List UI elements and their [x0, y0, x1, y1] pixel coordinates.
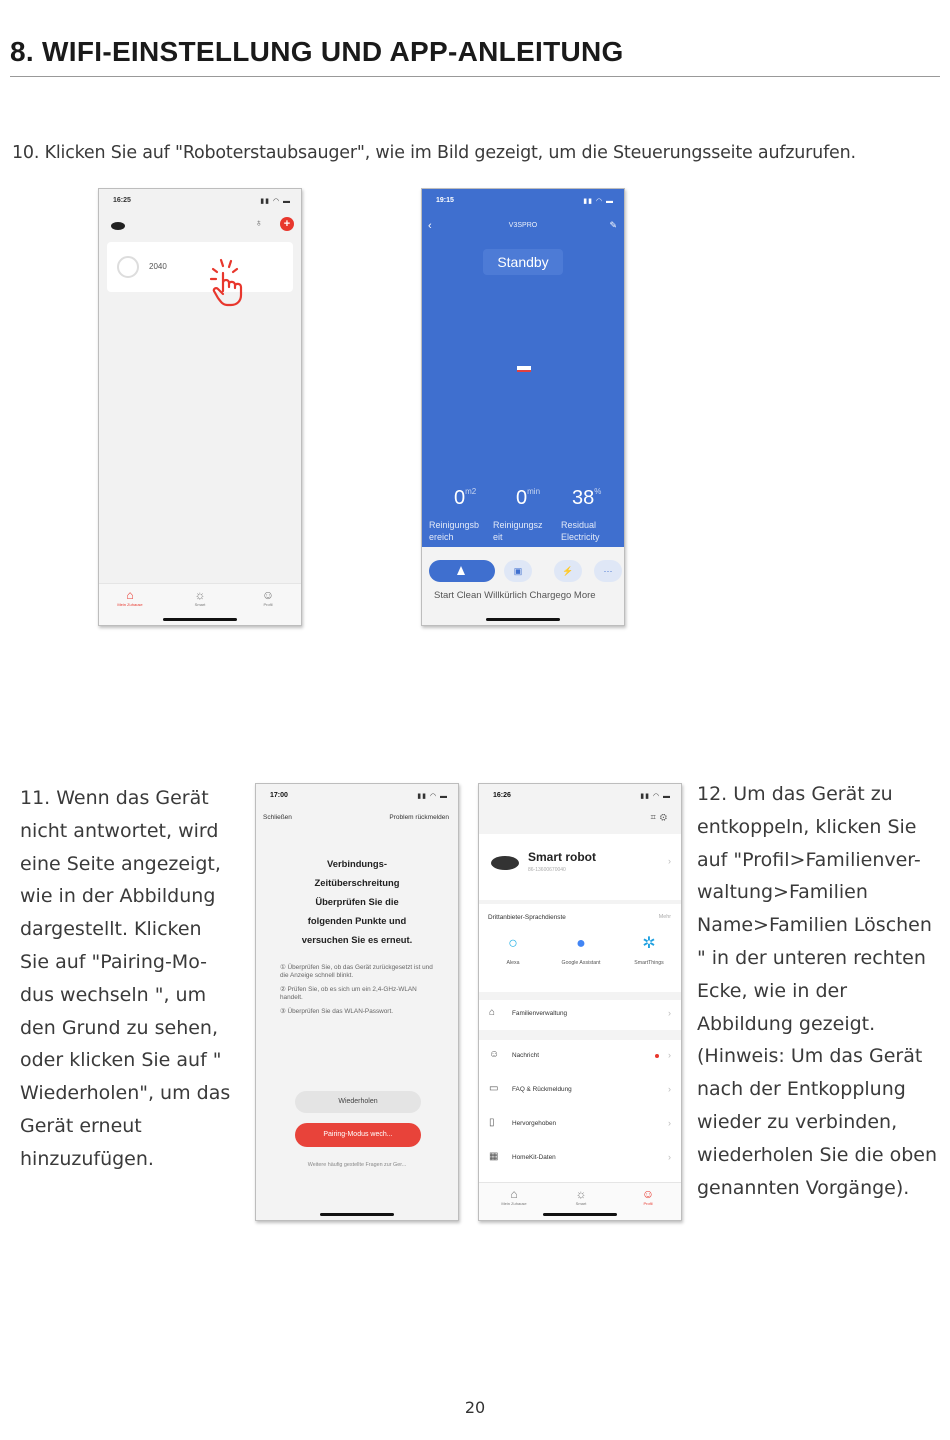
mic-icon[interactable]: ♁	[255, 218, 263, 229]
battery-label: Residual Electricity	[561, 520, 600, 542]
chevron-right-icon: ›	[668, 1118, 671, 1128]
profile-name: Smart robot	[528, 850, 597, 864]
device-icon	[117, 256, 139, 278]
chevron-right-icon: ›	[668, 1008, 671, 1018]
check-item: ③ Überprüfen Sie das WLAN-Passwort.	[280, 1007, 393, 1015]
assistant-alexa[interactable]: ○ Alexa	[483, 934, 543, 967]
profile-id: 86-13600670040	[528, 867, 566, 873]
tab-label: Profil	[263, 602, 273, 607]
assistant-google[interactable]: ● Google Assistant	[551, 934, 611, 967]
report-problem-link[interactable]: Problem rückmelden	[389, 814, 449, 821]
screenshot-home-list	[98, 188, 302, 626]
step-11-text: 11. Wenn das Gerät nicht antwortet, wird eine Seite angezeigt, wie in der Abbildung dargestellt. Klicken Sie auf "Pairing-Mo- dus wechseln ", um den Grund zu sehen, oder klicken Sie auf " Wiederholen", um das Gerät erneut hinzuzufügen.	[20, 787, 231, 1170]
unread-dot	[655, 1054, 659, 1058]
home-icon: ⌂	[126, 588, 134, 602]
close-link[interactable]: Schließen	[263, 814, 292, 821]
tab-label: Smart	[575, 1201, 587, 1206]
time-value: $0^{min}$	[516, 487, 541, 509]
home-indicator	[543, 1213, 617, 1216]
random-mode-button[interactable]: ▣	[504, 560, 532, 582]
check-list	[280, 964, 440, 1021]
voice-services-section	[479, 904, 681, 992]
status-icons: ▮▮ ◠ ▬	[417, 793, 448, 800]
tab-label: Smart	[194, 602, 206, 607]
profile-icon: ☺	[261, 588, 275, 602]
settings-icon[interactable]: ⚙	[659, 812, 671, 822]
menu-homekit[interactable]: ▦ HomeKit-Daten ›	[489, 1151, 671, 1162]
tab-smart[interactable]	[175, 588, 225, 607]
timeout-title: Verbindungs- Zeitüberschreitung Überprüfen Sie die folgenden Punkte und versuchen Sie es erneut.	[301, 858, 413, 945]
chevron-right-icon: ›	[668, 1050, 671, 1060]
chevron-right-icon: ›	[668, 1084, 671, 1094]
start-clean-button[interactable]	[429, 560, 495, 582]
tab-home[interactable]	[105, 588, 155, 607]
tab-profile[interactable]	[243, 588, 293, 607]
section-title: Drittanbieter-Sprachdienste	[488, 914, 566, 921]
status-icons: ▮▮ ◠ ▬	[260, 198, 291, 205]
sun-icon: ☼	[194, 588, 206, 602]
edit-icon[interactable]: ✎	[609, 220, 617, 230]
screenshot-robot-control	[421, 188, 625, 626]
scan-icon[interactable]: ⌗	[650, 812, 660, 822]
check-item: ② Prüfen Sie, ob es sich um ein 2,4-GHz-WLAN handelt.	[280, 985, 417, 1002]
tab-label: Profil	[643, 1201, 653, 1206]
add-device-button[interactable]: +	[280, 217, 294, 231]
page-number: 20	[464, 1398, 486, 1417]
section-heading: 8. WIFI-EINSTELLUNG UND APP-ANLEITUNG	[10, 36, 624, 67]
status-time: 16:25	[113, 197, 131, 204]
area-label: Reinigungsb ereich	[429, 520, 480, 542]
home-indicator	[486, 618, 560, 621]
battery-value: 38%	[572, 487, 602, 509]
google-assistant-icon: ●	[576, 935, 586, 952]
menu-messages[interactable]: ☺ Nachricht ›	[489, 1049, 671, 1060]
more-button[interactable]: ···	[594, 560, 622, 582]
robot-avatar	[491, 856, 519, 870]
smartthings-icon: ✲	[642, 935, 656, 952]
faq-link[interactable]: Weitere häufig gestellte Fragen zur Ger...	[307, 1162, 407, 1168]
control-panel	[422, 189, 624, 547]
robot-position-marker	[517, 366, 531, 372]
home-indicator	[163, 618, 237, 621]
assistant-smartthings[interactable]: ✲ SmartThings	[619, 934, 679, 967]
status-icons: ▮▮ ◠ ▬	[583, 198, 614, 205]
more-link[interactable]: Mehr	[658, 914, 671, 920]
device-name: 2040	[149, 262, 167, 271]
tab-label: Mein Zuhause	[501, 1201, 527, 1206]
robot-icon	[111, 222, 125, 230]
button-labels: Start Clean Willkürlich Chargego More	[434, 590, 596, 601]
screenshot-profile	[478, 783, 682, 1221]
tab-label: Mein Zuhause	[117, 602, 143, 607]
faq-icon: ▭	[489, 1083, 499, 1094]
step-12-text: 12. Um das Gerät zu entkoppeln, klicken Sie auf "Profil>Familienver- waltung>Familien Name>Familien Löschen " in der unteren rechten Ecke, wie in der Abbildung gezeigt. (Hinweis: Um das Gerät nach der Entkopplung wieder zu verbinden, wiederholen Sie die oben genannten Vorgänge).	[697, 783, 938, 1199]
message-icon: ☺	[489, 1049, 500, 1060]
back-icon[interactable]: ‹	[428, 220, 432, 232]
chevron-right-icon: ›	[668, 1152, 671, 1162]
home-icon: ⌂	[489, 1007, 496, 1018]
area-value: $0^{m2}$	[454, 487, 477, 509]
retry-button[interactable]: Wiederholen	[295, 1091, 421, 1113]
status-badge: Standby	[483, 249, 563, 275]
chevron-right-icon: ›	[668, 856, 671, 866]
bookmark-icon: ▯	[489, 1117, 495, 1128]
alexa-icon: ○	[508, 935, 518, 952]
menu-faq[interactable]: ▭ FAQ & Rückmeldung ›	[489, 1083, 671, 1094]
menu-highlighted[interactable]: ▯ Hervorgehoben ›	[489, 1117, 671, 1128]
sun-icon: ☼	[575, 1187, 587, 1201]
menu-family-management[interactable]: ⌂ Familienverwaltung ›	[489, 1007, 671, 1018]
tab-smart[interactable]	[556, 1187, 606, 1206]
heading-divider	[10, 76, 940, 77]
pairing-mode-button[interactable]: Pairing-Modus wech...	[295, 1123, 421, 1147]
status-time: 19:15	[436, 197, 454, 204]
device-card[interactable]	[107, 242, 293, 292]
check-item: ① Überprüfen Sie, ob das Gerät zurückgesetzt ist und die Anzeige schnell blinkt.	[280, 964, 433, 980]
status-time: 16:26	[493, 792, 511, 799]
tap-hand-icon	[203, 257, 259, 307]
charge-button[interactable]: ⚡	[554, 560, 582, 582]
screenshot-connection-timeout	[255, 783, 459, 1221]
homekit-icon: ▦	[489, 1151, 499, 1162]
status-time: 17:00	[270, 792, 288, 799]
clean-icon	[457, 566, 465, 575]
home-icon: ⌂	[510, 1187, 518, 1201]
profile-icon: ☺	[641, 1187, 655, 1201]
device-title: V3SPRO	[508, 222, 538, 229]
profile-header[interactable]	[479, 834, 681, 900]
time-label: Reinigungsz eit	[493, 520, 543, 542]
tab-profile[interactable]	[623, 1187, 673, 1206]
home-indicator	[320, 1213, 394, 1216]
status-icons: ▮▮ ◠ ▬	[640, 793, 671, 800]
step-10-text: 10. Klicken Sie auf "Roboterstaubsauger", wie im Bild gezeigt, um die Steuerungsseite aufzurufen.	[12, 143, 856, 163]
tab-home[interactable]	[489, 1187, 539, 1206]
